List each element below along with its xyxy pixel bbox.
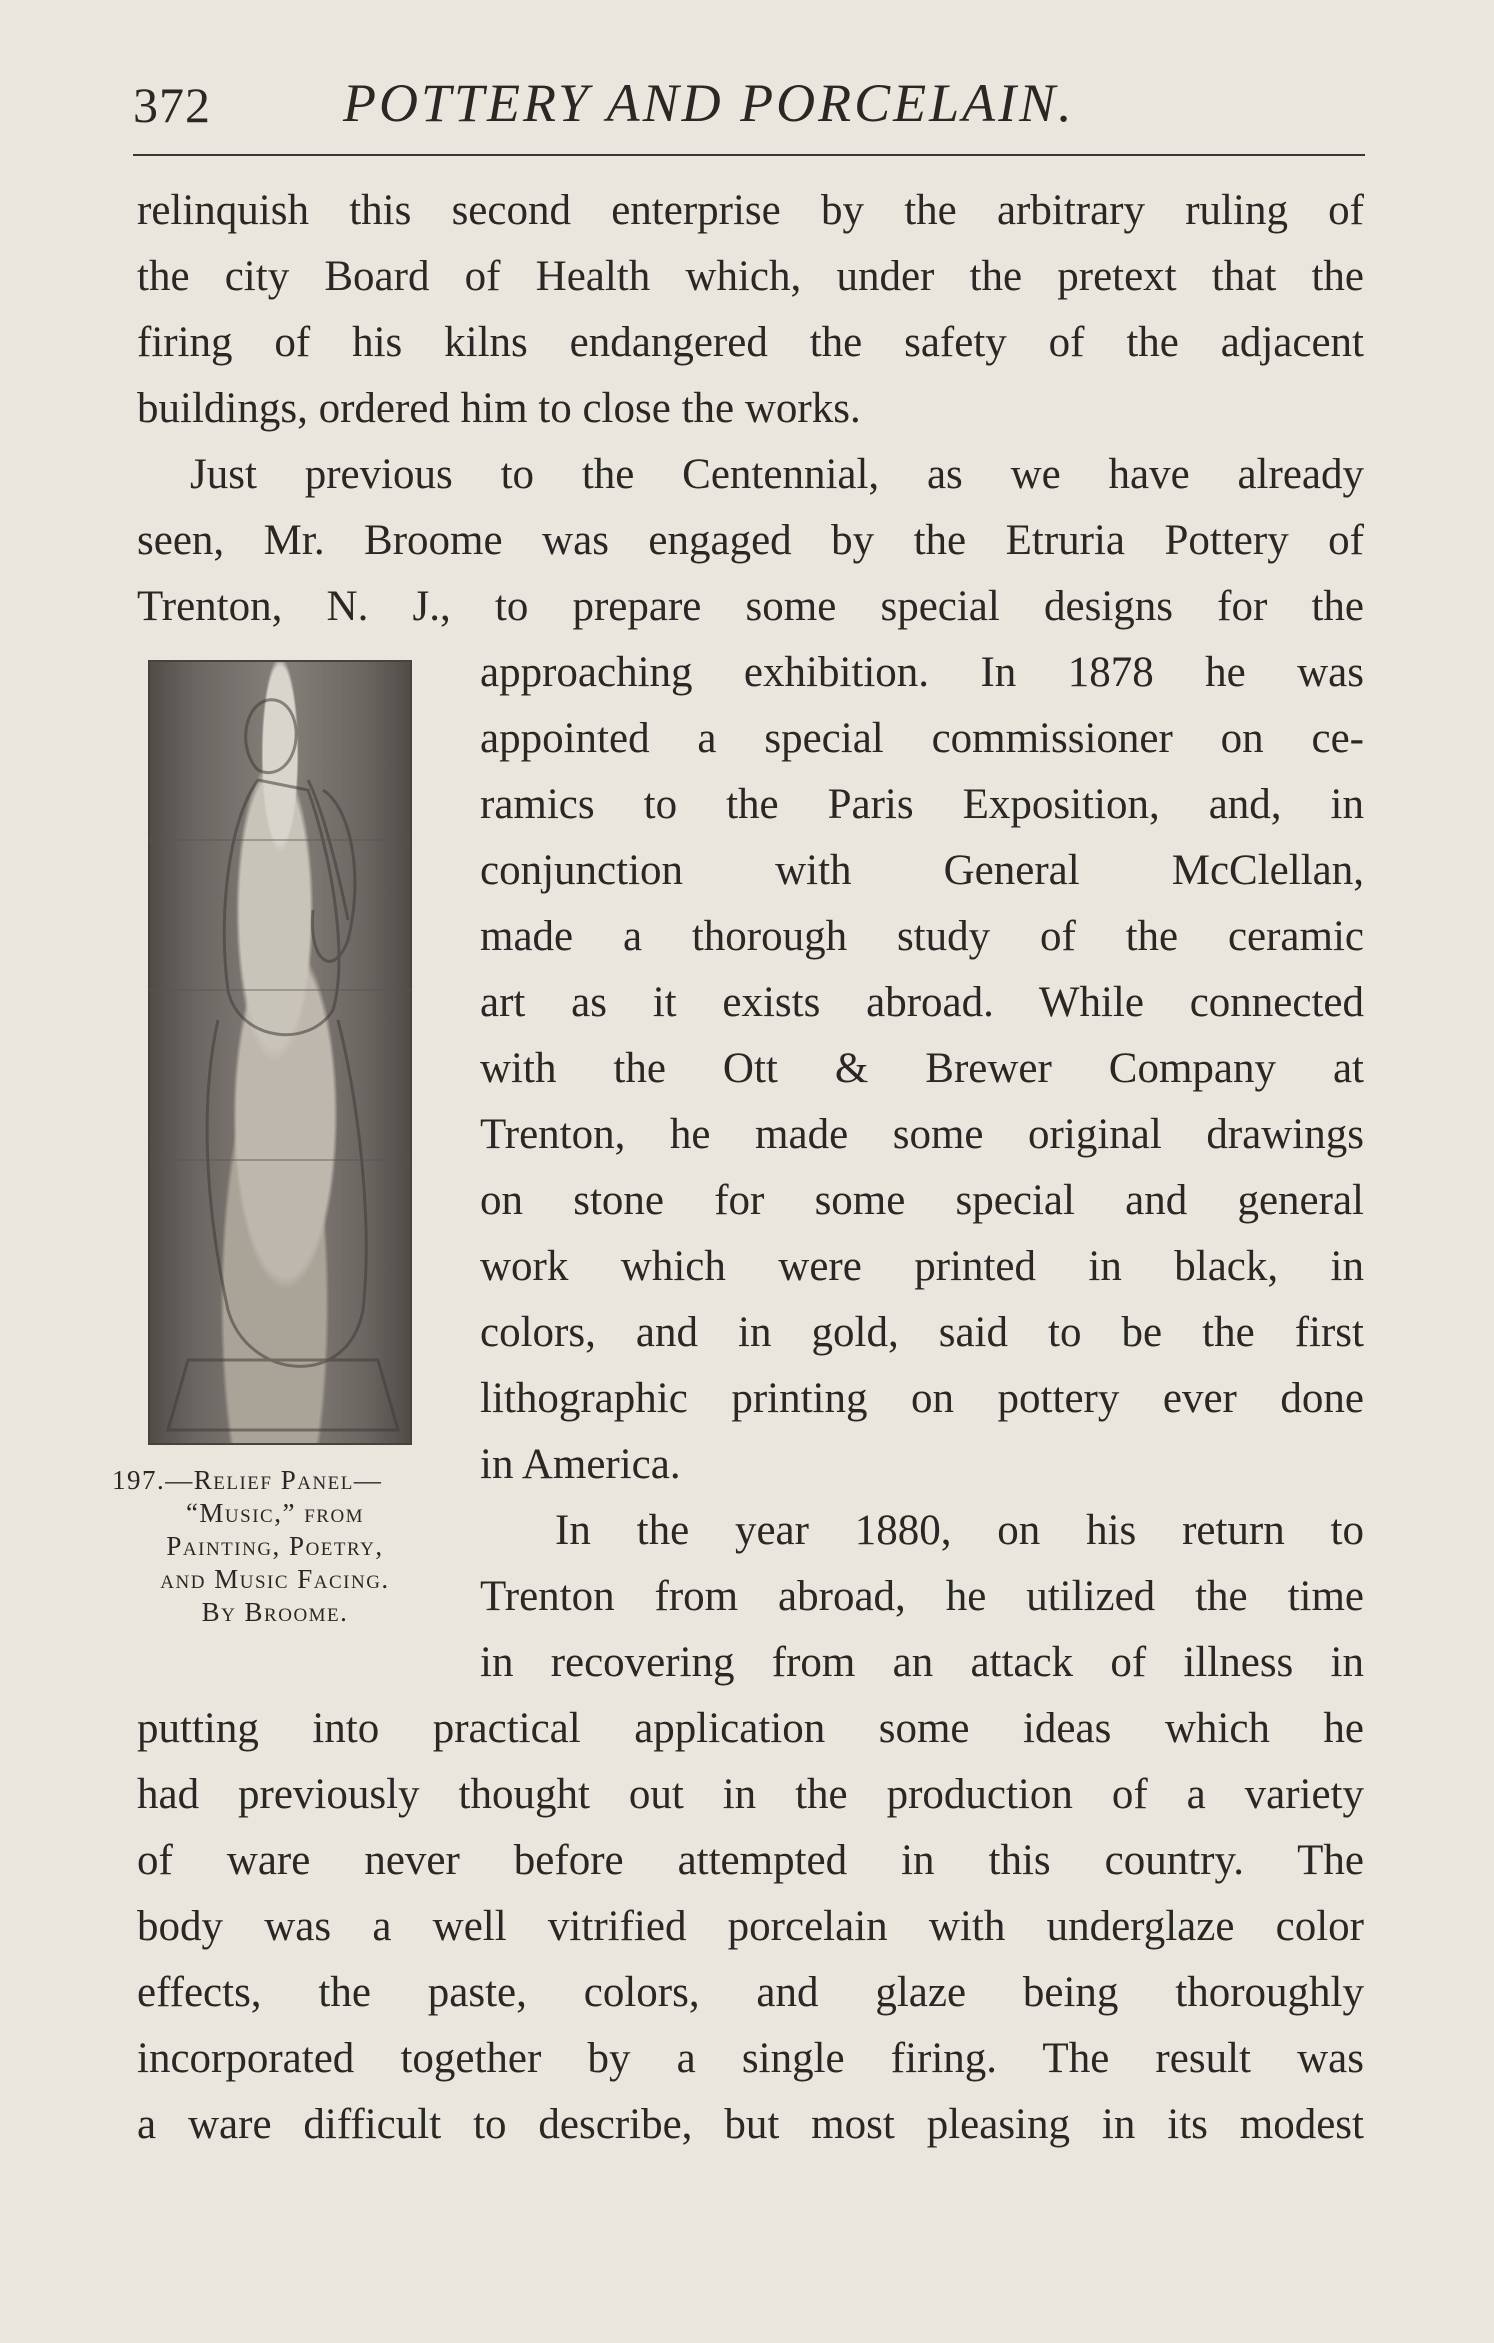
caption-line: By Broome.: [201, 1597, 349, 1627]
text-line: with the Ott & Brewer Company at: [480, 1045, 1364, 1092]
page-number: 372: [133, 77, 211, 133]
text-line: In the year 1880, on his return to: [555, 1507, 1364, 1554]
caption-line: “Music,” from: [185, 1498, 365, 1528]
text-line: work which were printed in black, in: [480, 1243, 1364, 1290]
page-header: [133, 72, 1365, 152]
text-line: firing of his kilns endangered the safety of the adjacent: [137, 319, 1364, 366]
text-line: Trenton from abroad, he utilized the time: [480, 1573, 1364, 1620]
figure-caption: [100, 1464, 450, 1629]
text-line: incorporated together by a single firing. The result was: [137, 2035, 1364, 2082]
text-line: the city Board of Health which, under the pretext that the: [137, 253, 1364, 300]
text-line: effects, the paste, colors, and glaze being thoroughly: [137, 1969, 1364, 2016]
text-line: relinquish this second enterprise by the arbitrary ruling of: [137, 187, 1364, 234]
text-line: art as it exists abroad. While connected: [480, 979, 1364, 1026]
text-line: conjunction with General McClellan,: [480, 847, 1364, 894]
text-line: Just previous to the Centennial, as we have already: [190, 451, 1364, 498]
text-line: Trenton, N. J., to prepare some special designs for the: [137, 583, 1364, 630]
text-line: appointed a special commissioner on ce-: [480, 715, 1364, 762]
text-line: a ware difficult to describe, but most pleasing in its modest: [137, 2101, 1364, 2148]
text-line: buildings, ordered him to close the works.: [137, 385, 861, 432]
text-line: seen, Mr. Broome was engaged by the Etruria Pottery of: [137, 517, 1364, 564]
seated-muse-figure: [148, 660, 412, 1445]
text-line: had previously thought out in the production of a variety: [137, 1771, 1364, 1818]
caption-line: Painting, Poetry,: [166, 1531, 384, 1561]
text-line: Trenton, he made some original drawings: [480, 1111, 1364, 1158]
text-line: approaching exhibition. In 1878 he was: [480, 649, 1364, 696]
text-line: of ware never before attempted in this country. The: [137, 1837, 1364, 1884]
text-line: putting into practical application some ideas which he: [137, 1705, 1364, 1752]
text-line: made a thorough study of the ceramic: [480, 913, 1364, 960]
text-line: lithographic printing on pottery ever done: [480, 1375, 1364, 1422]
relief-panel-illustration: [148, 660, 412, 1445]
header-rule: [133, 154, 1365, 156]
text-line: in recovering from an attack of illness in: [480, 1639, 1364, 1686]
text-line: in America.: [480, 1441, 681, 1488]
caption-line: 197.—Relief Panel—: [112, 1465, 383, 1495]
text-line: colors, and in gold, said to be the first: [480, 1309, 1364, 1356]
running-title: POTTERY AND PORCELAIN.: [343, 73, 1075, 133]
text-line: ramics to the Paris Exposition, and, in: [480, 781, 1364, 828]
caption-line: and Music Facing.: [160, 1564, 390, 1594]
text-line: on stone for some special and general: [480, 1177, 1364, 1224]
text-line: body was a well vitrified porcelain with underglaze color: [137, 1903, 1364, 1950]
